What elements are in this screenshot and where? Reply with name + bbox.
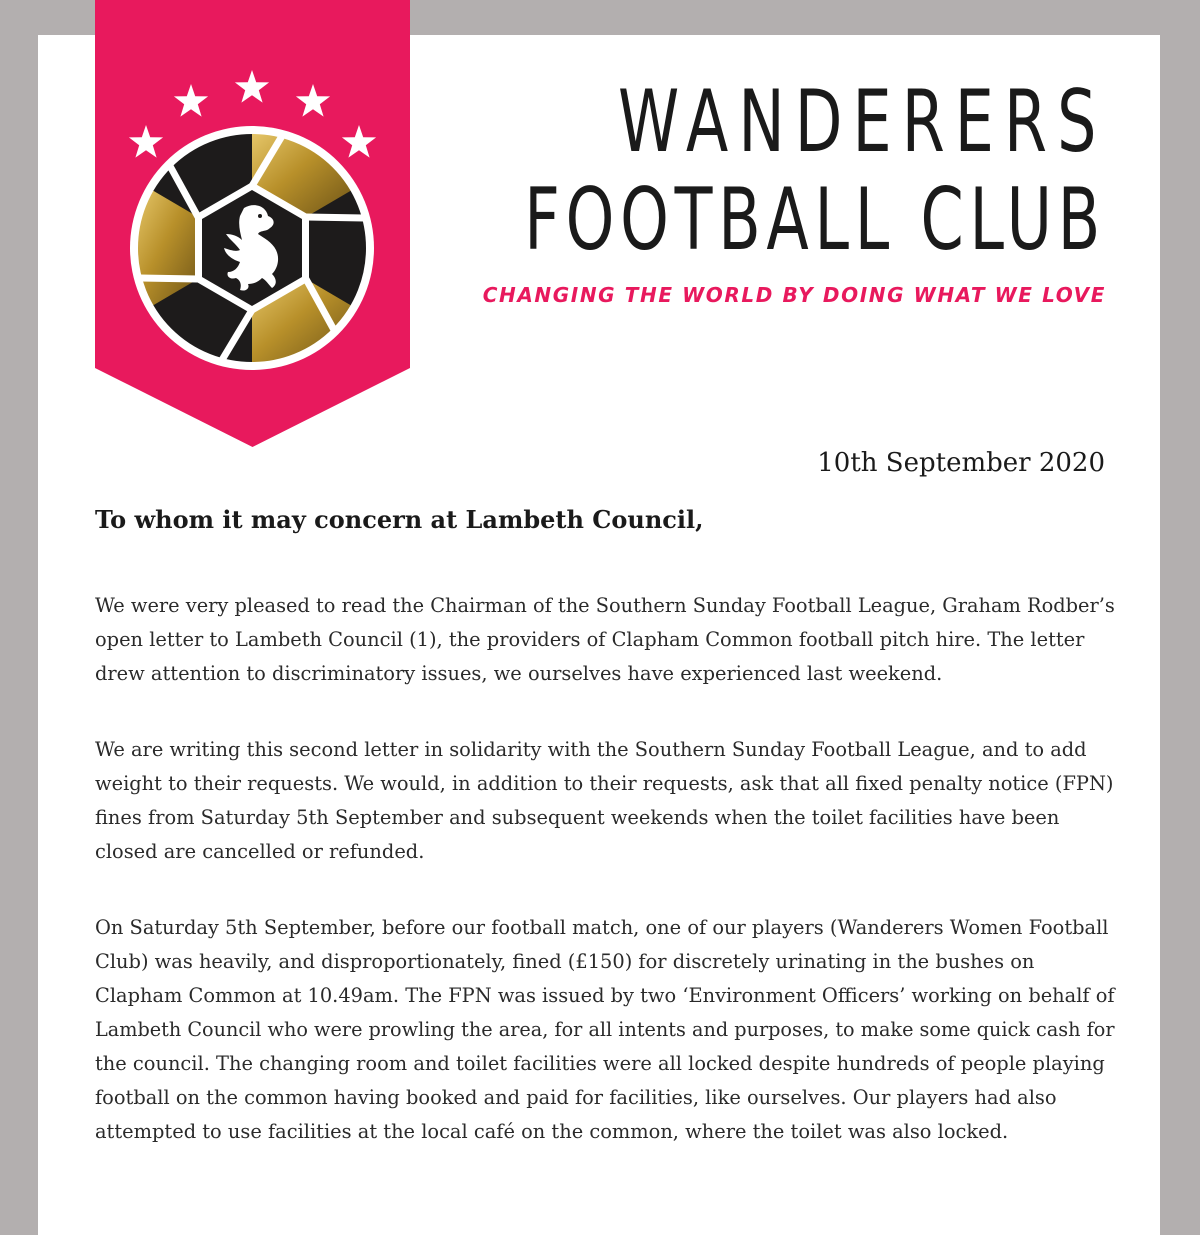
paragraph-line: Lambeth Council who were prowling the area, for all intents and purposes, to make some quick cash for bbox=[95, 1018, 1115, 1041]
club-name-line-2: FOOTBALL CLUB bbox=[524, 170, 1106, 270]
letter-date: 10th September 2020 bbox=[817, 448, 1105, 478]
paragraph-line: We are writing this second letter in solidarity with the Southern Sunday Football League, and to add bbox=[95, 738, 1087, 761]
paragraph-1 bbox=[95, 589, 1115, 691]
paragraph-3 bbox=[95, 911, 1115, 1149]
paragraph-line: drew attention to discriminatory issues, we ourselves have experienced last weekend. bbox=[95, 662, 943, 685]
paragraph-line: football on the common having booked and paid for facilities, like ourselves. Our players had also bbox=[95, 1086, 1057, 1109]
club-crest-logo bbox=[95, 0, 410, 447]
club-banner bbox=[95, 0, 410, 447]
paragraph-line: open letter to Lambeth Council (1), the providers of Clapham Common football pitch hire. The letter bbox=[95, 628, 1085, 651]
paragraph-line: Club) was heavily, and disproportionately, fined (£150) for discretely urinating in the bushes on bbox=[95, 950, 1035, 973]
paragraph-2 bbox=[95, 733, 1115, 869]
letter-salutation: To whom it may concern at Lambeth Council, bbox=[95, 505, 704, 534]
paragraph-line: We were very pleased to read the Chairman of the Southern Sunday Football League, Graham Rodber’s bbox=[95, 594, 1115, 617]
paragraph-line: closed are cancelled or refunded. bbox=[95, 840, 425, 863]
paragraph-line: On Saturday 5th September, before our football match, one of our players (Wanderers Women Football bbox=[95, 916, 1109, 939]
paragraph-line: Clapham Common at 10.49am. The FPN was issued by two ‘Environment Officers’ working on behalf of bbox=[95, 984, 1115, 1007]
crest-emblem bbox=[130, 126, 374, 370]
paragraph-line: attempted to use facilities at the local café on the common, where the toilet was also locked. bbox=[95, 1120, 1009, 1143]
paragraph-line: the council. The changing room and toilet facilities were all locked despite hundreds of people playing bbox=[95, 1052, 1105, 1075]
paragraph-line: fines from Saturday 5th September and subsequent weekends when the toilet facilities have been bbox=[95, 806, 1060, 829]
paragraph-line: weight to their requests. We would, in addition to their requests, ask that all fixed penalty notice (FPN) bbox=[95, 772, 1114, 795]
club-name-line-1: WANDERERS bbox=[617, 72, 1106, 172]
club-tagline: CHANGING THE WORLD BY DOING WHAT WE LOVE bbox=[482, 283, 1106, 307]
